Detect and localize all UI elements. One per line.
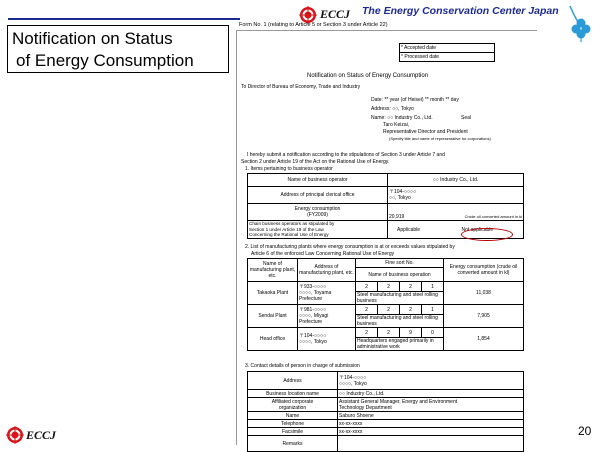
notification-form	[236, 22, 537, 447]
clover-logo-icon	[566, 4, 596, 44]
footer-brand: ECCJ	[26, 428, 57, 442]
sort-digit: 2	[356, 328, 378, 338]
sort-digit: 2	[356, 305, 378, 315]
facsimile-label: Facsimile	[248, 428, 338, 436]
sort-digit: 2	[378, 282, 400, 292]
processed-date: * Processed date	[400, 53, 495, 62]
office-use-box	[399, 43, 495, 62]
sort-digit: 2	[400, 282, 422, 292]
remarks-label: Remarks	[248, 436, 338, 452]
specify-note: (Specify title and name of representative for corporations)	[389, 136, 491, 141]
plants-table	[247, 258, 524, 351]
applicable-option: Applicable	[397, 226, 421, 233]
section-3-heading: 3. Contact details of person in charge of submission	[245, 363, 360, 369]
plant-name-header: Name of manufacturing plant, etc.	[248, 259, 298, 282]
plant-energy: 11,038	[444, 282, 524, 305]
office-address-label: Address of principal clerical office	[248, 187, 388, 204]
plant-city: ○○○○, Miyagi	[299, 313, 329, 319]
plant-prefecture: Prefecture	[299, 319, 323, 325]
affiliation-value-1: Assistant General Manager, Energy and Environment	[339, 398, 458, 405]
plant-postal: 〒933-○○○○	[299, 284, 327, 290]
representative-name: Taro Keizai,	[383, 122, 410, 128]
plant-prefecture: Prefecture	[299, 296, 323, 302]
plant-operation: Headquarters engaged primarily in administrative work	[356, 338, 444, 351]
location-value: ○○ Industry Co., Ltd.	[338, 390, 524, 398]
location-label: Business location name	[248, 390, 338, 398]
contact-city: ○○○○, Tokyo	[339, 380, 367, 387]
sort-digit: 1	[422, 282, 444, 292]
plant-address-header: Address of manufacturing plant, etc.	[298, 259, 356, 282]
plant-city: ○○○○, Toyama	[299, 290, 332, 296]
organization-name: The Energy Conservation Center Japan	[362, 5, 559, 17]
telephone-value: xx-xx-xxxx	[338, 420, 524, 428]
recipient: To Director of Bureau of Economy, Trade and Industry	[241, 84, 361, 90]
contact-postal: 〒104-○○○○	[339, 374, 367, 381]
affiliation-label-1: Affiliated corporate	[271, 398, 314, 405]
chain-label-2: Section 1 under Article 19 of the Law	[249, 226, 324, 232]
form-title: Notification on Status of Energy Consumption	[307, 73, 429, 79]
energy-unit: Crude oil converted amount in kl	[464, 214, 522, 219]
sort-digit: 0	[422, 328, 444, 338]
energy-year: (FY2009)	[307, 212, 328, 218]
eccj-footer-logo-icon	[6, 426, 24, 444]
telephone-label: Telephone	[248, 420, 338, 428]
sort-digit: 1	[422, 305, 444, 315]
plant-operation: Steel manufacturing and steel rolling business	[356, 315, 444, 328]
remarks-value	[338, 436, 524, 452]
plant-operation: Steel manufacturing and steel rolling business	[356, 292, 444, 305]
affiliation-label-2: organization	[278, 404, 307, 411]
slide-title	[7, 25, 229, 73]
section-2-heading-1: 2. List of manufacturing plants where energy consumption is at or exceeds values stipulated by	[245, 244, 455, 250]
plant-energy-header: Energy consumption (crude oil converted amount in kl)	[444, 259, 524, 282]
operator-name-label: Name of business operator	[248, 174, 388, 187]
plant-name: Sendai Plant	[248, 305, 298, 328]
contact-address-label: Address	[248, 372, 338, 390]
energy-value: 20,919	[389, 214, 405, 220]
sort-digit: 2	[378, 328, 400, 338]
contact-table	[247, 371, 524, 452]
operator-name-value: ○○ Industry Co., Ltd.	[388, 174, 524, 187]
office-address-city: ○○, Tokyo	[389, 195, 411, 201]
plant-city: ○○○○, Tokyo	[299, 339, 327, 345]
sort-digit: 9	[400, 328, 422, 338]
sort-digit: 2	[378, 305, 400, 315]
plant-energy: 1,854	[444, 328, 524, 351]
plant-postal: 〒104-○○○○	[299, 333, 327, 339]
not-applicable-circle	[461, 228, 513, 241]
sort-digit: 2	[400, 305, 422, 315]
header-brand: ECCJ	[320, 7, 351, 21]
submission-text-2: Section 2 under Article 19 of the Act on the Rational Use of Energy.	[241, 159, 390, 165]
office-address-postal: 〒104-○○○○	[389, 189, 417, 195]
business-operation-header: Name of business operation	[356, 268, 444, 282]
plant-postal: 〒981-○○○○	[299, 307, 327, 313]
plant-name: Takaoka Plant	[248, 282, 298, 305]
energy-label: Energy consumption	[294, 206, 341, 212]
sort-digit: 2	[356, 282, 378, 292]
plant-energy: 7,905	[444, 305, 524, 328]
submission-text-1: I hereby submit a notification according to the stipulations of Section 3 under Article 7 and	[247, 152, 445, 158]
section-2-heading-2: Article 6 of the enforced Law Concerning Rational Use of Energy	[251, 251, 395, 257]
name-line: Name: ○○ Industry Co., Ltd.	[371, 115, 433, 121]
slide-title-line1: Notification on Status	[12, 29, 173, 48]
form-number: Form No. 1 (relating to Article 5 or Section 3 under Article 22)	[239, 22, 388, 28]
contact-name-value: Saburo Shoene	[338, 412, 524, 420]
address-line: Address: ○○, Tokyo	[371, 106, 414, 112]
affiliation-value-2: Technology Department	[339, 404, 392, 411]
accepted-date: * Accepted date	[400, 44, 495, 53]
chain-label-1: Chain business operators as stipulated by	[249, 221, 335, 227]
slide-title-line2: of Energy Consumption	[16, 51, 194, 70]
not-applicable-option: Not applicable	[461, 226, 494, 233]
fine-sort-header: Fine sort No.	[356, 259, 444, 268]
header-rule	[8, 18, 240, 20]
facsimile-value: xx-xx-xxxx	[338, 428, 524, 436]
representative-position: Representative Director and President	[383, 129, 468, 135]
plant-name: Head office	[248, 328, 298, 351]
page-number: 20	[578, 424, 592, 438]
contact-name-label: Name	[248, 412, 338, 420]
section-1-heading: 1. Items pertaining to business operator	[245, 166, 333, 172]
seal-label: Seal	[461, 115, 472, 121]
date-line: Date: ** year (of Heisei) ** month ** day	[371, 97, 459, 103]
chain-label-3: Concerning the Rational Use of Energy	[249, 232, 329, 238]
